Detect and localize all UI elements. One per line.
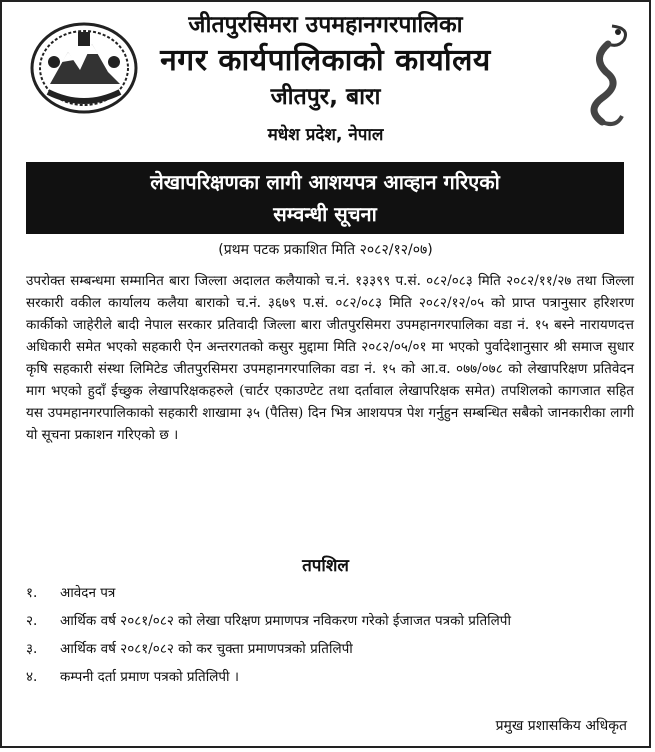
notice-title-line2: सम्वन्धी सूचना [273,202,377,226]
letterhead-text [112,8,539,148]
office-location: जीतपुर, बारा [270,84,381,110]
notice-title-line1: लेखापरिक्षणका लागी आशयपत्र आव्हान गरिएको [150,170,500,194]
list-item-text: आर्थिक वर्ष २०८१/०८२ को लेखा परिक्षण प्रमाणपत्र नविकरण गरेको ईजाजत पत्रको प्रतिलिपी [60,613,511,629]
municipality-logo-icon [572,18,638,130]
requirements-list [26,582,636,694]
list-item-number: १. [26,585,38,601]
office-name: नगर कार्यपालिकाको कार्यालय [160,43,491,78]
list-item-text: आवेदन पत्र [60,585,116,601]
list-item [26,582,636,604]
details-heading: तपशिल [302,556,349,576]
list-item-number: ३. [26,641,38,657]
notice-body: उपरोक्त सम्बन्धमा सम्मानित बारा जिल्ला अदालत कलैयाको च.नं. १३३९९ प.सं. ०८२/०८३ मिति २०८२/११/२७ तथा जिल्ला सरकारी वकील कार्यालय कलैया बाराको च.नं. ३६७९ प.सं. ०८२/०८३ मिति २०८२/१२/०५ को प्राप्त पत्रानुसार हरिशरण कार्कीको जाहेरीले बादी नेपाल सरकार प्रतिवादी जिल्ला बारा जीतपुरसिमरा उपमहानगरपालिका वडा नं. १५ बस्ने नारायणदत्त अधिकारी समेत भएको सहकारी ऐन अन्तरगतको कसुर मुद्दामा मिति २०८२/०५/०१ मा भएको पुर्वादेशानुसार श्री समाज सुधार कृषि सहकारी संस्था लिमिटेड जीतपुरसिमरा उपमहानगरपालिका वडा नं. १५ को आ.व. ०७७/०७८ को लेखापरिक्षण प्रतिवेदन माग भएको हुदाँ ईच्छुक लेखापरिक्षकहरुले (चार्टर एकाउण्टेट तथा दर्तावाल लेखापरिक्षक समेत) तपशिलको कागजात सहित यस उपमहानगरपालिकाको सहकारी शाखामा ३५ (पैतिस) दिन भित्र आशयपत्र पेश गर्नुहुन सम्बन्धित सबैको जानकारीका लागी यो सूचना प्रकाशन गरिएको छ । [26,273,634,443]
publication-date: (प्रथम पटक प्रकाशित मिति २०८२/१२/०७) [218,242,433,258]
list-item-number: ४. [26,669,38,685]
list-item-text: आर्थिक वर्ष २०८१/०८२ को कर चुक्ता प्रमाणपत्रको प्रतिलिपी [60,641,353,657]
list-item [26,638,636,660]
list-item [26,610,636,632]
list-item [26,666,636,688]
list-item-text: कम्पनी दर्ता प्रमाण पत्रको प्रतिलिपी । [60,669,239,685]
municipality-name: जीतपुरसिमरा उपमहानगरपालिका [188,12,463,38]
province-country: मधेश प्रदेश, नेपाल [267,125,384,145]
list-item-number: २. [26,613,38,629]
letterhead [2,2,649,162]
notice-title-banner [26,162,624,234]
signatory-title: प्रमुख प्रशासकिय अधिकृत [495,718,627,734]
